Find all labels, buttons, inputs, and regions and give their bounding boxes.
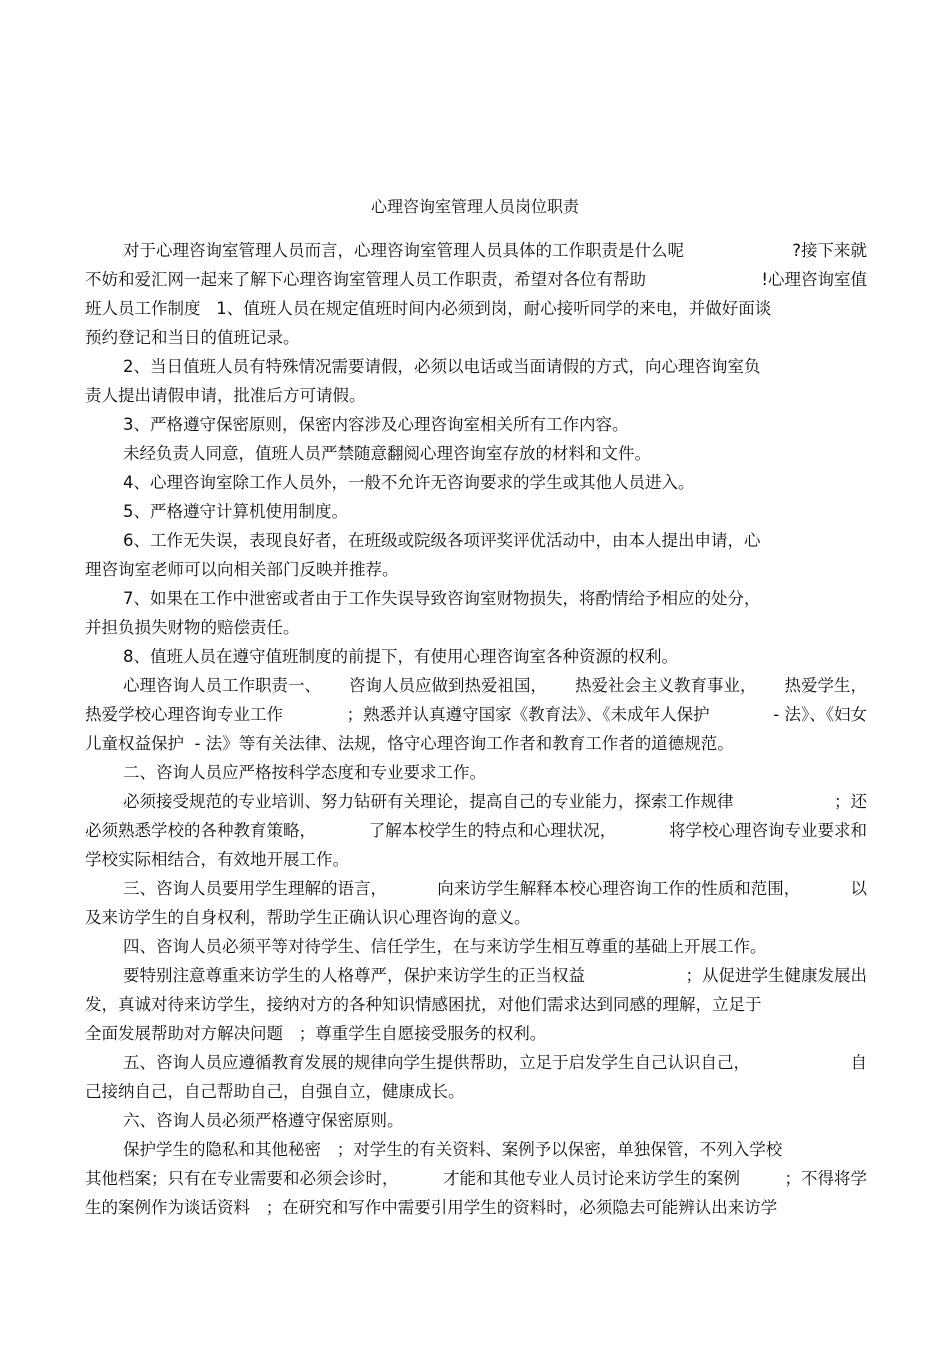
- text-line: [85, 758, 867, 787]
- text-segment: 8、值班人员在遵守值班制度的前提下，有使用心理咨询室各种资源的权利。: [123, 647, 678, 666]
- text-segment: 6、工作无失误，表现良好者，在班级或院级各项评奖评优活动中，由本人提出申请，心: [123, 531, 761, 550]
- text-line: [85, 1048, 867, 1077]
- text-line: [85, 961, 867, 990]
- text-segment: ；还: [834, 792, 867, 811]
- text-line: [85, 265, 867, 294]
- text-segment: 三、咨询人员要用学生理解的语言，: [123, 879, 387, 898]
- text-line: [85, 816, 867, 845]
- text-segment: 保护学生的隐私和其他秘密 ；对学生的有关资料、案例予以保密，单独保管，不列入学校: [123, 1140, 783, 1159]
- document-title: 心理咨询室管理人员岗位职责: [370, 197, 579, 216]
- text-line: [85, 1106, 867, 1135]
- text-line: [85, 932, 867, 961]
- text-line: [85, 700, 867, 729]
- text-segment: 责人提出请假申请，批准后方可请假。: [85, 386, 366, 405]
- text-segment: 发，真诚对待来访学生，接纳对方的各种知识情感困扰，对他们需求达到同感的理解，立足于: [85, 995, 762, 1014]
- text-line: [85, 410, 867, 439]
- text-segment: - 法》、《妇女: [773, 705, 867, 724]
- text-segment: 3、严格遵守保密原则，保密内容涉及心理咨询室相关所有工作内容。: [123, 415, 629, 434]
- text-segment: 2、当日值班人员有特殊情况需要请假，必须以电话或当面请假的方式，向心理咨询室负: [123, 357, 761, 376]
- text-segment: 儿童权益保护 - 法》等有关法律、法规，恪守心理咨询工作者和教育工作者的道德规范。: [85, 734, 734, 753]
- text-line: [85, 1193, 867, 1222]
- text-segment: ?接下来就: [792, 241, 867, 260]
- text-segment: 并担负损失财物的赔偿责任。: [85, 618, 300, 637]
- text-line: [85, 555, 867, 584]
- text-line: [85, 1164, 867, 1193]
- text-segment: 五、咨询人员应遵循教育发展的规律向学生提供帮助，立足于启发学生自己认识自己，: [123, 1053, 750, 1072]
- document-body: [85, 236, 867, 1222]
- text-segment: 理咨询室老师可以向相关部门反映并推荐。: [85, 560, 399, 579]
- text-line: [85, 729, 867, 758]
- text-segment: 必须熟悉学校的各种教育策略，: [85, 821, 316, 840]
- text-segment: 热爱学校心理咨询专业工作: [85, 705, 283, 724]
- text-segment: 4、心理咨询室除工作人员外，一般不允许无咨询要求的学生或其他人员进入。: [123, 473, 695, 492]
- text-segment: ；从促进学生健康发展出: [685, 966, 867, 985]
- text-line: [85, 1135, 867, 1164]
- text-segment: 以: [850, 879, 867, 898]
- text-line: [85, 352, 867, 381]
- text-segment: 心理咨询人员工作职责一、: [123, 676, 321, 695]
- text-segment: 六、咨询人员必须严格遵守保密原则。: [123, 1111, 404, 1130]
- text-line: [85, 584, 867, 613]
- text-segment: 预约登记和当日的值班记录。: [85, 328, 300, 347]
- text-segment: 己接纳自己，自己帮助自己，自强自立，健康成长。: [85, 1082, 465, 1101]
- text-segment: 未经负责人同意，值班人员严禁随意翻阅心理咨询室存放的材料和文件。: [123, 444, 651, 463]
- text-segment: 学校实际相结合，有效地开展工作。: [85, 850, 349, 869]
- text-line: [85, 323, 867, 352]
- text-segment: 全面发展帮助对方解决问题 ；尊重学生自愿接受服务的权利。: [85, 1024, 547, 1043]
- text-line: [85, 526, 867, 555]
- text-line: [85, 671, 867, 700]
- text-segment: 自: [850, 1053, 867, 1072]
- text-segment: 5、严格遵守计算机使用制度。: [123, 502, 348, 521]
- text-segment: 向来访学生解释本校心理咨询工作的性质和范围，: [437, 879, 801, 898]
- text-segment: !心理咨询室值: [761, 270, 867, 289]
- text-segment: 才能和其他专业人员讨论来访学生的案例: [443, 1169, 740, 1188]
- text-line: [85, 468, 867, 497]
- text-segment: 了解本校学生的特点和心理状况，: [368, 821, 617, 840]
- text-line: [85, 1077, 867, 1106]
- text-segment: 将学校心理咨询专业要求和: [669, 821, 867, 840]
- text-segment: 二、咨询人员应严格按科学态度和专业要求工作。: [123, 763, 486, 782]
- text-line: [85, 642, 867, 671]
- text-line: [85, 874, 867, 903]
- text-line: [85, 294, 867, 323]
- text-line: [85, 903, 867, 932]
- text-line: [85, 787, 867, 816]
- text-segment: 其他档案；只有在专业需要和必须会诊时，: [85, 1169, 399, 1188]
- text-line: [85, 845, 867, 874]
- text-segment: 及来访学生的自身权利，帮助学生正确认识心理咨询的意义。: [85, 908, 531, 927]
- text-segment: 必须接受规范的专业培训、努力钻研有关理论，提高自己的专业能力，探索工作规律: [123, 792, 734, 811]
- text-segment: 班人员工作制度 1、值班人员在规定值班时间内必须到岗，耐心接听同学的来电，并做好面谈: [85, 299, 772, 318]
- text-segment: 不妨和爱汇网一起来了解下心理咨询室管理人员工作职责，希望对各位有帮助: [85, 270, 646, 289]
- text-segment: 对于心理咨询室管理人员而言，心理咨询室管理人员具体的工作职责是什么呢: [123, 241, 684, 260]
- text-line: [85, 236, 867, 265]
- text-segment: 要特别注意尊重来访学生的人格尊严，保护来访学生的正当权益: [123, 966, 585, 985]
- text-line: [85, 990, 867, 1019]
- text-segment: ；熟悉并认真遵守国家《教育法》、《未成年人保护: [346, 705, 710, 724]
- text-segment: 四、咨询人员必须平等对待学生、信任学生，在与来访学生相互尊重的基础上开展工作。: [123, 937, 767, 956]
- text-segment: 7、如果在工作中泄密或者由于工作失误导致咨询室财物损失，将酌情给予相应的处分，: [123, 589, 761, 608]
- text-line: [85, 497, 867, 526]
- text-segment: 咨询人员应做到热爱祖国，: [349, 676, 547, 695]
- text-line: [85, 1019, 867, 1048]
- text-segment: 生的案例作为谈话资料 ；在研究和写作中需要引用学生的资料时，必须隐去可能辨认出来访学: [85, 1198, 778, 1217]
- text-segment: ；不得将学: [784, 1169, 867, 1188]
- text-segment: 热爱学生，: [784, 676, 867, 695]
- text-segment: 热爱社会主义教育事业，: [575, 676, 757, 695]
- text-line: [85, 439, 867, 468]
- text-line: [85, 613, 867, 642]
- text-line: [85, 381, 867, 410]
